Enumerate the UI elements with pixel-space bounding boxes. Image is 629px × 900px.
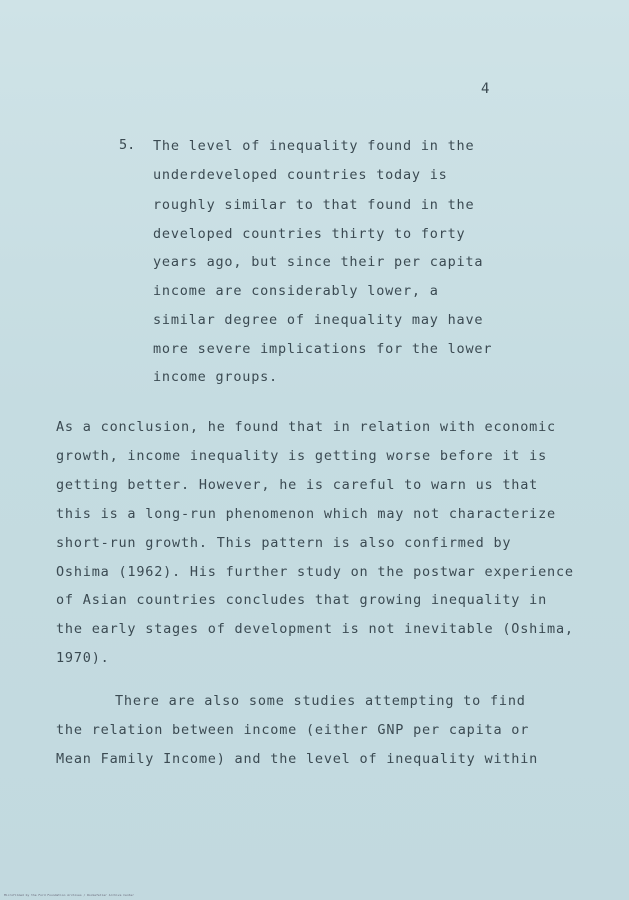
- page-number: 4: [481, 81, 490, 97]
- item-line: underdeveloped countries today is: [153, 167, 448, 183]
- item-line: similar degree of inequality may have: [153, 312, 484, 328]
- item-line: income groups.: [153, 369, 278, 385]
- footer-archive-mark: Microfilmed by the Ford Foundation Archives / Rockefeller Archive Center: [4, 893, 135, 897]
- body-line: Mean Family Income) and the level of inequality within: [56, 751, 539, 767]
- item-number: 5.: [119, 137, 136, 153]
- item-line: developed countries thirty to forty: [153, 226, 466, 242]
- body-line: this is a long-run phenomenon which may not characterize: [56, 506, 556, 522]
- body-line: the relation between income (either GNP per capita or: [56, 722, 530, 738]
- body-line: growth, income inequality is getting worse before it is: [56, 448, 548, 464]
- body-line: getting better. However, he is careful to warn us that: [56, 477, 539, 493]
- body-line: 1970).: [56, 650, 110, 666]
- item-line: income are considerably lower, a: [153, 283, 439, 299]
- item-line: years ago, but since their per capita: [153, 254, 484, 270]
- body-line: As a conclusion, he found that in relation with economic: [56, 419, 556, 435]
- body-line: of Asian countries concludes that growing inequality in: [56, 592, 548, 608]
- item-line: The level of inequality found in the: [153, 138, 475, 154]
- body-line: short-run growth. This pattern is also confirmed by: [56, 535, 512, 551]
- body-line: There are also some studies attempting to find: [115, 693, 526, 709]
- item-line: more severe implications for the lower: [153, 341, 493, 357]
- body-line: Oshima (1962). His further study on the postwar experience: [56, 564, 574, 580]
- item-line: roughly similar to that found in the: [153, 197, 475, 213]
- body-line: the early stages of development is not inevitable (Oshima,: [56, 621, 574, 637]
